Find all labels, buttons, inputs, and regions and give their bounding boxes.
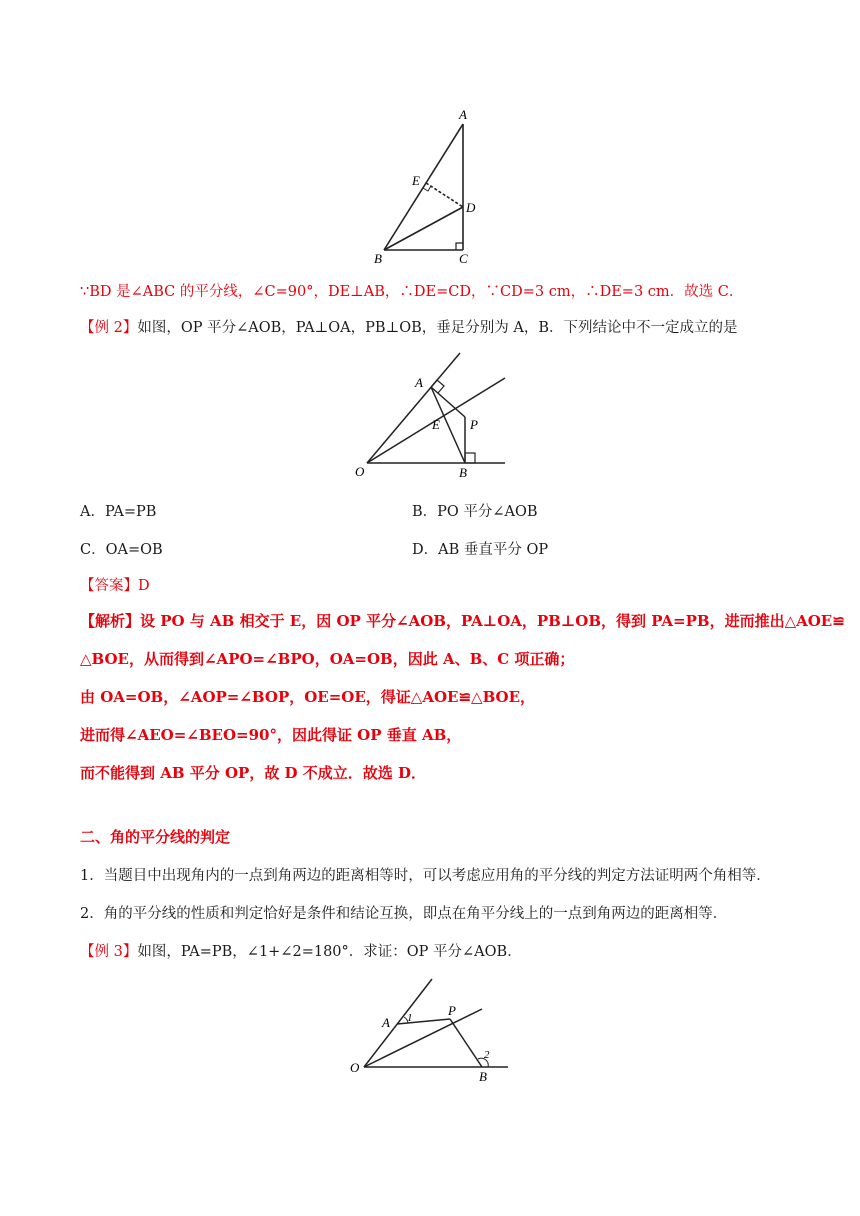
answer-line [80, 574, 150, 595]
analysis-line-3: 由 OA=OB，∠AOP=∠BOP，OE=OE，得证△AOE≌△BOE， [80, 688, 536, 706]
angle-diagram [345, 345, 515, 480]
section-2-point-2: 2．角的平分线的性质和判定恰好是条件和结论互换，即点在角平分线上的一点到角两边的距离相等． [80, 906, 728, 922]
label-a: A [415, 375, 423, 390]
label-p: P [470, 417, 478, 432]
label-p: P [448, 1003, 456, 1018]
analysis-line-5: 而不能得到 AB 平分 OP，故 D 不成立．故选 D． [80, 764, 427, 782]
label-o: O [355, 464, 365, 479]
example-3-diagram [340, 975, 520, 1085]
section-2-point-1: 1．当题目中出现角内的一点到角两边的距离相等时，可以考虑应用角的平分线的判定方法证明两个角相等． [80, 868, 771, 884]
figure-triangle-abc [360, 100, 510, 270]
example-3-tag: 【例 3】 [80, 944, 138, 960]
option-d: D．AB 垂直平分 OP [412, 542, 549, 558]
figure-angle-bisector [345, 345, 515, 480]
label-a: A [459, 107, 467, 122]
example-2-text: 如图，OP 平分∠AOB，PA⊥OA，PB⊥OB，垂足分别为 A，B．下列结论中不一定成立的是 [137, 320, 738, 336]
label-b: B [479, 1069, 487, 1084]
figure-example-3 [340, 975, 520, 1085]
section-2-heading: 二、角的平分线的判定 [80, 828, 231, 846]
label-b: B [374, 251, 382, 266]
analysis-tag: 【解析】 [80, 612, 141, 630]
analysis-line-4: 进而得∠AEO=∠BEO=90°，因此得证 OP 垂直 AB， [80, 726, 462, 744]
label-c: C [459, 251, 468, 266]
triangle-diagram [360, 100, 510, 270]
label-a: A [382, 1015, 390, 1030]
label-b: B [459, 465, 467, 480]
option-b: B．PO 平分∠AOB [412, 504, 538, 520]
example-3-text: 如图，PA=PB，∠1+∠2=180°．求证：OP 平分∠AOB． [137, 944, 522, 960]
label-e: E [432, 417, 440, 432]
analysis-block [78, 606, 845, 794]
analysis-line-2: △BOE，从而得到∠APO=∠BPO，OA=OB，因此 A、B、C 项正确； [80, 650, 575, 668]
example-3-question [80, 940, 522, 961]
option-c: C．OA=OB [80, 542, 163, 558]
label-o: O [350, 1060, 360, 1075]
label-d: D [466, 200, 476, 215]
analysis-line-1 [80, 610, 845, 631]
example-2-question [80, 316, 737, 337]
label-angle-2: 2 [484, 1049, 490, 1061]
label-angle-1: 1 [407, 1012, 413, 1024]
analysis-text-1: 设 PO 与 AB 相交于 E，因 OP 平分∠AOB，PA⊥OA，PB⊥OB，得到 PA=PB，进而推出△AOE≌ [140, 612, 845, 630]
label-e: E [412, 173, 420, 188]
solution-1: ∵BD 是∠ABC 的平分线，∠C=90°，DE⊥AB，∴DE=CD，∵CD=3 cm，∴DE=3 cm．故选 C． [80, 284, 744, 300]
example-2-tag: 【例 2】 [80, 320, 138, 336]
answer-tag: 【答案】 [80, 578, 138, 594]
option-a: A．PA=PB [80, 504, 157, 520]
answer-value: D [138, 578, 150, 594]
